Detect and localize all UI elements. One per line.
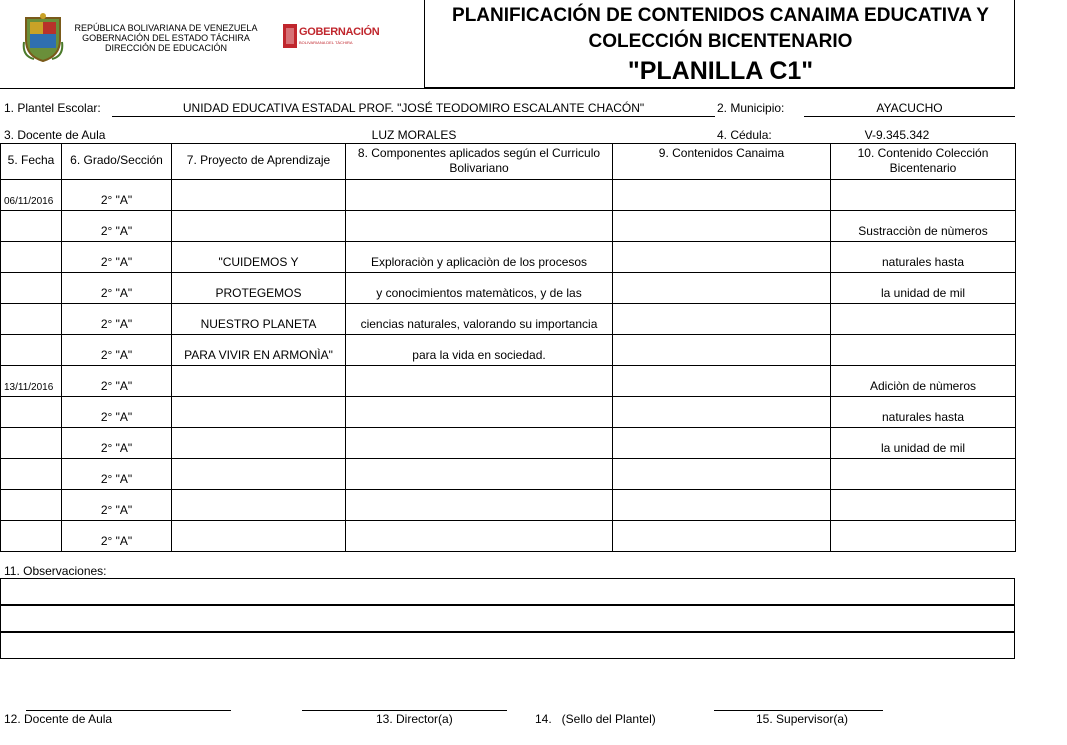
grado-cell: 2° "A" [62,428,172,459]
observaciones-line-3[interactable] [0,632,1015,659]
componentes-cell: y conocimientos matemàticos, y de las [346,273,613,304]
table-row [1,304,1016,335]
observaciones-label: 11. Observaciones: [4,564,107,578]
fecha-cell: 13/11/2016 [1,366,62,397]
planilla-title: "PLANILLA C1" [627,57,814,85]
fecha-cell [1,304,62,335]
header-proyecto: 7. Proyecto de Aprendizaje [172,144,346,180]
canaima-cell [613,211,831,242]
table-row [1,459,1016,490]
canaima-cell [613,490,831,521]
grado-cell: 2° "A" [62,211,172,242]
bicentenario-cell [831,304,1016,335]
bicentenario-cell [831,180,1016,211]
fecha-cell [1,397,62,428]
canaima-cell [613,242,831,273]
fecha-cell [1,273,62,304]
header-contenidos-canaima: 9. Contenidos Canaima [613,144,831,180]
table-row [1,397,1016,428]
bicentenario-cell [831,459,1016,490]
table-row [1,366,1016,397]
fecha-cell [1,335,62,366]
proyecto-cell: NUESTRO PLANETA [172,304,346,335]
table-row [1,521,1016,552]
componentes-cell: ciencias naturales, valorando su importancia [346,304,613,335]
proyecto-cell [172,366,346,397]
header-left [0,0,424,88]
table-row [1,490,1016,521]
table-body [1,180,1016,552]
observaciones-line-1[interactable] [0,578,1015,605]
director-signature-line [302,710,507,711]
table-row [1,180,1016,211]
canaima-cell [613,180,831,211]
observaciones-line-2[interactable] [0,605,1015,632]
componentes-cell [346,459,613,490]
bicentenario-cell: naturales hasta [831,242,1016,273]
title-line-2: COLECCIÓN BICENTENARIO [588,31,853,52]
header-componentes: 8. Componentes aplicados según el Curriculo Bolivariano [346,144,613,180]
table-row [1,335,1016,366]
componentes-cell [346,490,613,521]
proyecto-cell [172,428,346,459]
logo-text: GOBERNACIÓN [299,26,380,38]
supervisor-signature-line [714,710,883,711]
proyecto-cell: PROTEGEMOS [172,273,346,304]
grado-cell: 2° "A" [62,304,172,335]
gobernacion-logo [283,22,380,52]
componentes-cell [346,428,613,459]
bicentenario-cell: Sustracciòn de nùmeros [831,211,1016,242]
bicentenario-cell [831,521,1016,552]
fecha-cell [1,459,62,490]
componentes-cell [346,397,613,428]
proyecto-cell [172,211,346,242]
title-block [424,0,1015,88]
municipio-underline [804,116,1015,117]
grado-cell: 2° "A" [62,180,172,211]
canaima-cell [613,459,831,490]
government-heading [66,23,266,53]
fecha-cell [1,428,62,459]
componentes-cell: para la vida en sociedad. [346,335,613,366]
gov-line-2: GOBERNACIÓN DEL ESTADO TÁCHIRA [82,33,250,43]
grado-cell: 2° "A" [62,490,172,521]
table-header-row [1,144,1016,180]
docente-value: LUZ MORALES [371,128,457,142]
grado-cell: 2° "A" [62,459,172,490]
grado-cell: 2° "A" [62,366,172,397]
proyecto-cell: PARA VIVIR EN ARMONÌA" [172,335,346,366]
cedula-label: 4. Cédula: [717,128,772,142]
canaima-cell [613,521,831,552]
bicentenario-cell: naturales hasta [831,397,1016,428]
proyecto-cell [172,397,346,428]
plantel-label: 1. Plantel Escolar: [4,101,101,115]
canaima-cell [613,366,831,397]
bicentenario-cell: la unidad de mil [831,273,1016,304]
componentes-cell: Exploraciòn y aplicaciòn de los procesos [346,242,613,273]
table-row [1,273,1016,304]
header-fecha: 5. Fecha [1,144,62,180]
fecha-cell [1,242,62,273]
canaima-cell [613,304,831,335]
proyecto-cell [172,459,346,490]
bicentenario-cell [831,335,1016,366]
header-grado-seccion: 6. Grado/Sección [62,144,172,180]
supervisor-signature-label: 15. Supervisor(a) [756,712,849,726]
table-row [1,211,1016,242]
proyecto-cell: "CUIDEMOS Y [172,242,346,273]
docente-signature-label: 12. Docente de Aula [4,712,113,726]
table-row [1,428,1016,459]
document-title [425,4,1016,54]
grado-cell: 2° "A" [62,273,172,304]
bicentenario-cell [831,490,1016,521]
header-coleccion-bicentenario: 10. Contenido Colección Bicentenario [831,144,1016,180]
director-signature-label: 13. Director(a) [376,712,453,726]
fecha-cell: 06/11/2016 [1,180,62,211]
title-line-1: PLANIFICACIÓN DE CONTENIDOS CANAIMA EDUCATIVA Y [452,5,989,26]
proyecto-cell [172,521,346,552]
fecha-cell [1,490,62,521]
docente-label: 3. Docente de Aula [4,128,106,142]
header-divider [0,88,1015,89]
proyecto-cell [172,490,346,521]
docente-signature-line [26,710,231,711]
componentes-cell [346,521,613,552]
gov-line-1: REPÚBLICA BOLIVARIANA DE VENEZUELA [74,23,258,33]
sello-label: 14. (Sello del Plantel) [535,712,656,726]
plantel-value: UNIDAD EDUCATIVA ESTADAL PROF. "JOSÉ TEODOMIRO ESCALANTE CHACÓN" [182,101,645,115]
canaima-cell [613,428,831,459]
grado-cell: 2° "A" [62,397,172,428]
grado-cell: 2° "A" [62,521,172,552]
municipio-value: AYACUCHO [876,101,943,115]
componentes-cell [346,211,613,242]
grado-cell: 2° "A" [62,242,172,273]
municipio-label: 2. Municipio: [717,101,785,115]
cedula-value: V-9.345.342 [864,128,930,142]
bicentenario-cell: Adiciòn de nùmeros [831,366,1016,397]
coat-of-arms-icon [22,12,64,62]
grado-cell: 2° "A" [62,335,172,366]
canaima-cell [613,273,831,304]
gov-line-3: DIRECCIÓN DE EDUCACIÓN [104,43,227,53]
fecha-cell [1,521,62,552]
plantel-underline [112,116,715,117]
componentes-cell [346,366,613,397]
bicentenario-cell: la unidad de mil [831,428,1016,459]
fecha-cell [1,211,62,242]
planning-table [0,143,1016,552]
componentes-cell [346,180,613,211]
canaima-cell [613,397,831,428]
table-row [1,242,1016,273]
proyecto-cell [172,180,346,211]
canaima-cell [613,335,831,366]
logo-subtext: BOLIVARIANA DEL TÁCHIRA [299,40,353,45]
